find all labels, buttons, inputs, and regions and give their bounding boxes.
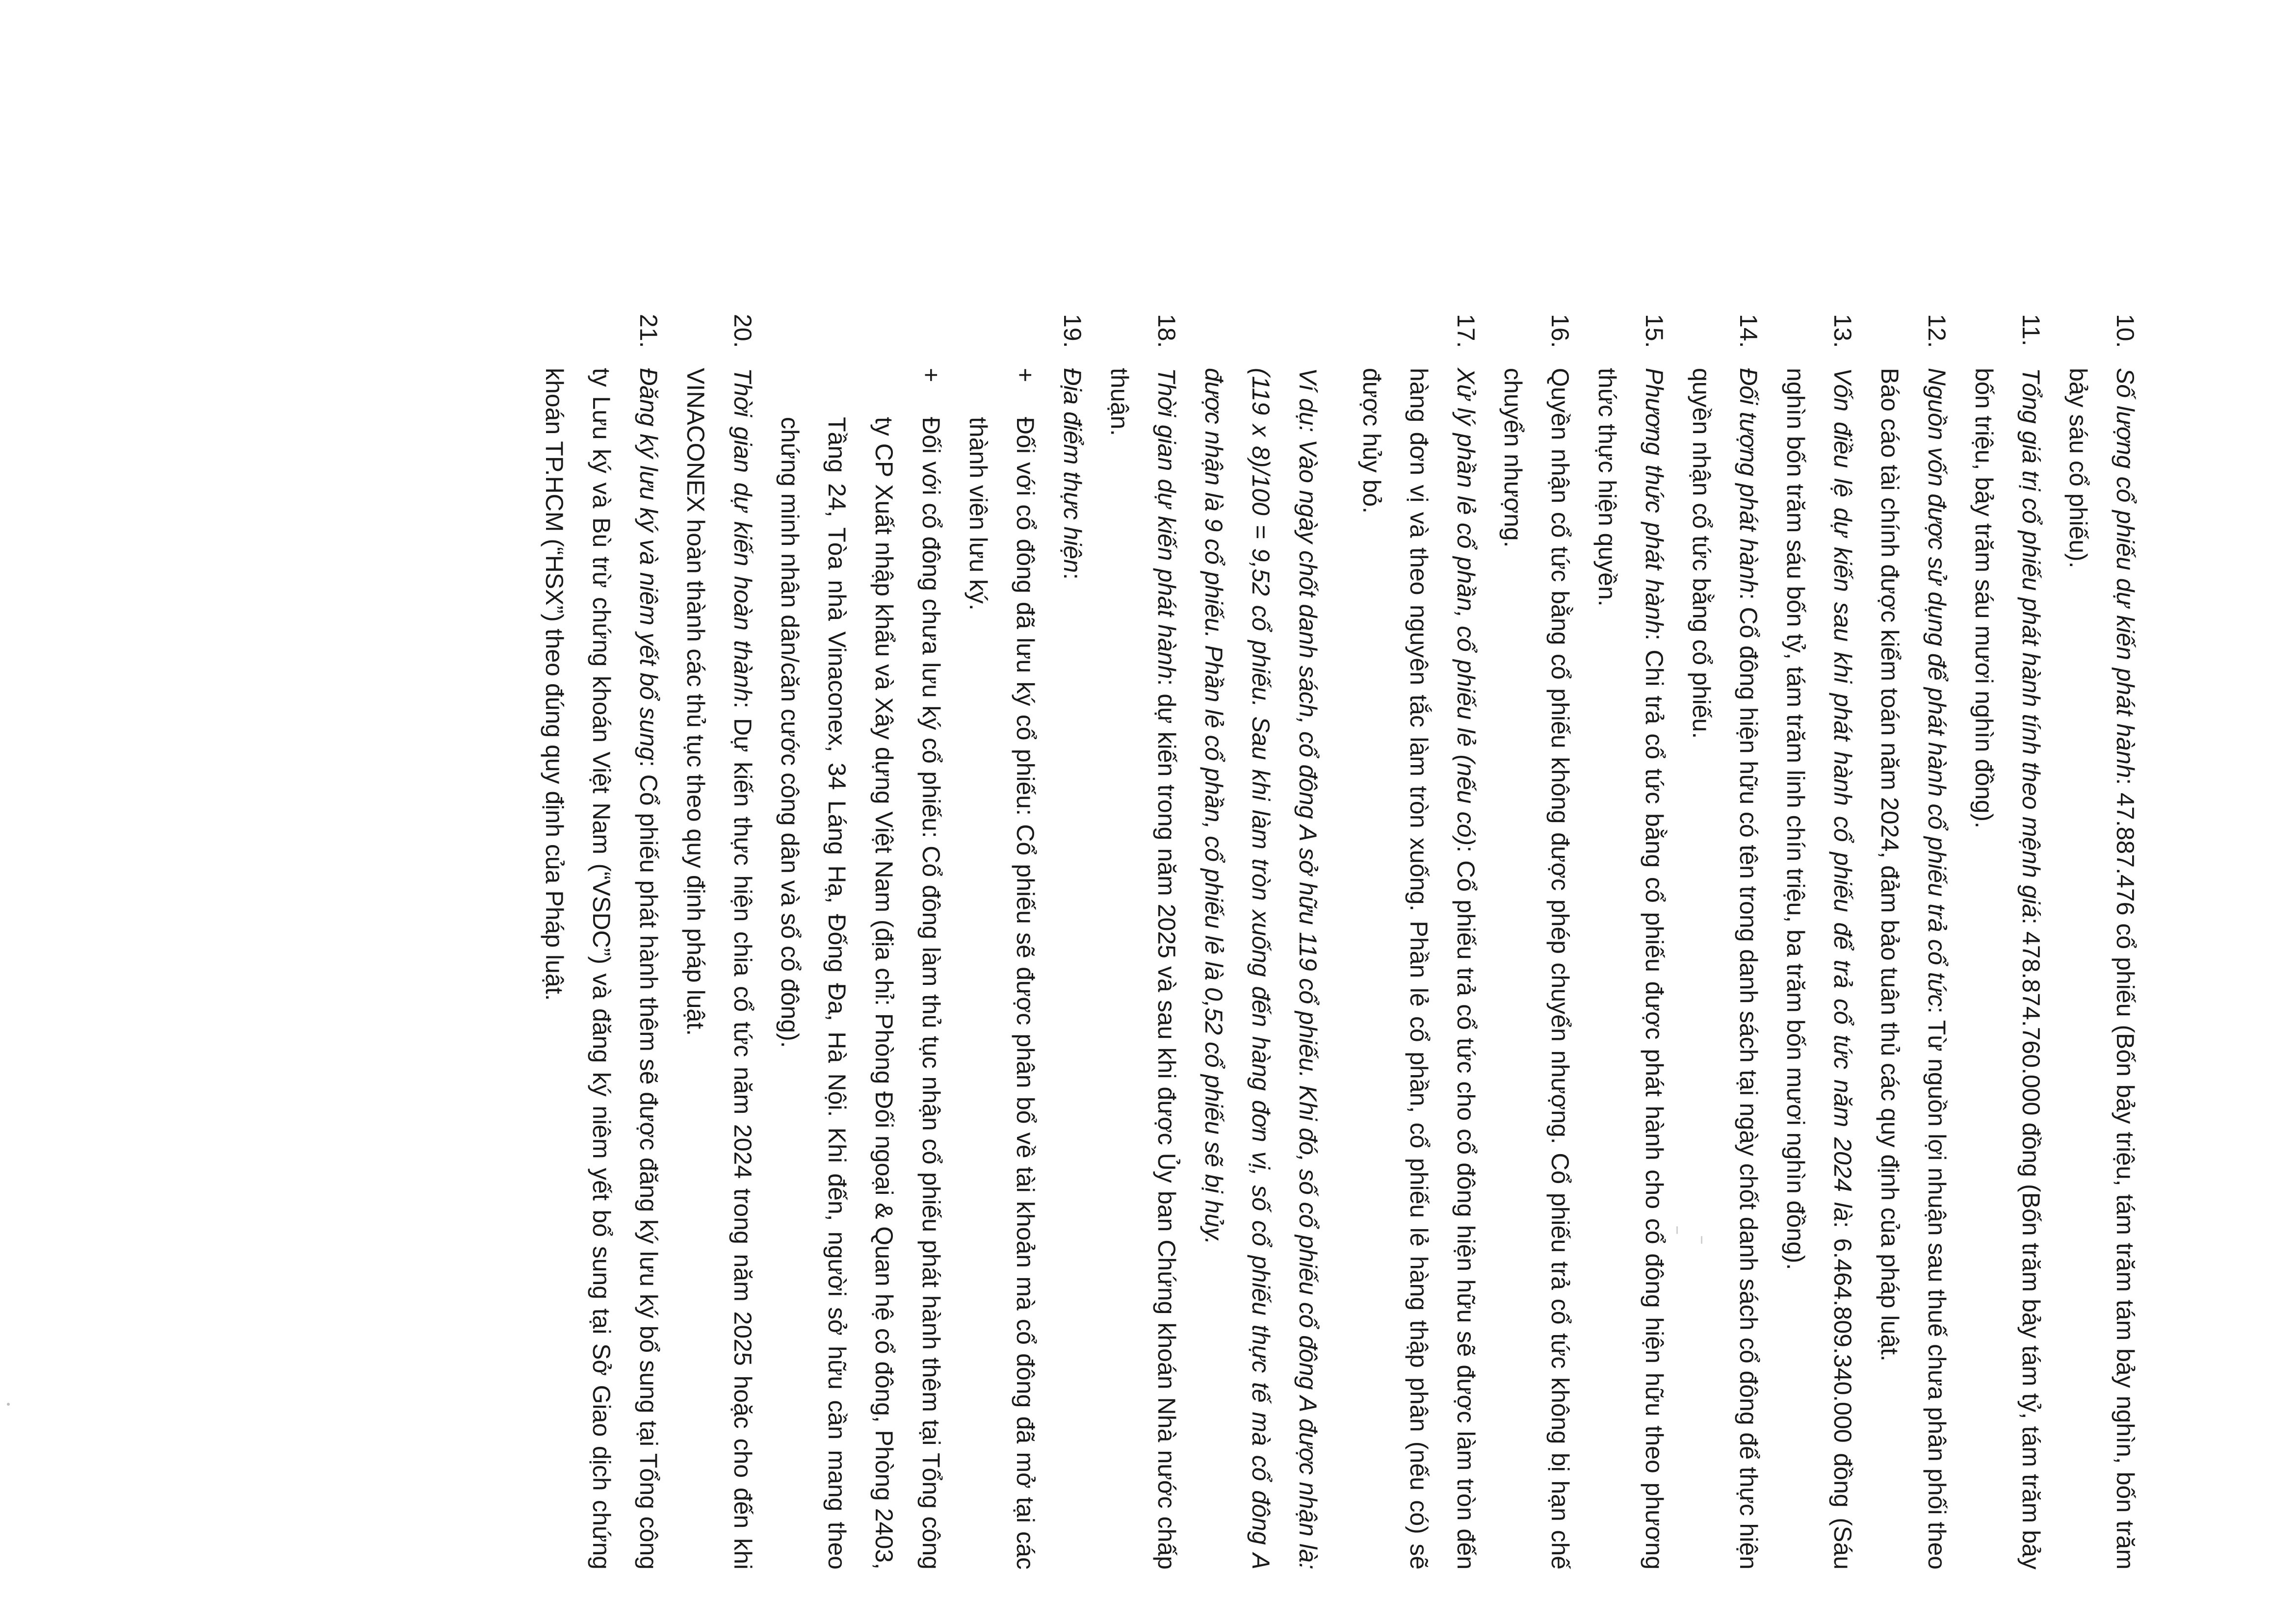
item-15 [1584, 314, 1678, 1570]
item-text: : 47.887.476 cổ phiếu (Bốn bảy triệu, tám trăm tám bảy nghìn, bốn trăm bảy sáu cổ phiếu). [2064, 368, 2139, 1570]
item-label: Số lượng cổ phiếu dự kiến phát hành [2112, 368, 2139, 778]
item-text: : Từ nguồn lợi nhuận sau thuế chưa phân phối theo Báo cáo tài chính được kiểm toán năm 2024, đảm bảo tuân thủ các quy định của pháp luật. [1876, 368, 1951, 1570]
item-17 [1190, 314, 1489, 1570]
item-number: 15. [1641, 314, 1668, 348]
bullet-text: Đối với cổ đông chưa lưu ký cổ phiếu: Cổ đông làm thủ tục nhận cổ phiếu phát hành thêm tại Tổng công ty CP Xuất nhập khẩu và Xây dựng Việt Nam (địa chỉ: Phòng Đối ngoại & Quan hệ cổ đông, Phòng 2403, Tầng 24, Tòa nhà Vinaconex, 34 Láng Hạ, Đống Đa, Hà Nội. Khi đến, người sở hữu cần mang theo chứng minh nhân dân/căn cước công dân và sổ cổ đông). [776, 417, 945, 1570]
item-text: : Cổ phiếu phát hành thêm sẽ được đăng ký lưu ký bổ sung tại Tổng công ty Lưu ký và Bù trừ chứng khoán Việt Nam (“VSDC”) và đăng ký niêm yết bổ sung tại Sở Giao dịch chứng khoán TP.HCM (“HSX”) theo đúng quy định của Pháp luật. [541, 368, 662, 1570]
item-11 [1960, 314, 2055, 1570]
item-label: Phương thức phát hành [1641, 368, 1668, 634]
item-10 [2055, 314, 2149, 1570]
item-21 [531, 314, 672, 1570]
item-number: 18. [1153, 314, 1180, 348]
item-18 [1096, 314, 1190, 1570]
scan-speck [7, 1403, 10, 1406]
bullet-item [955, 368, 1049, 1570]
item-number: 13. [1829, 314, 1856, 348]
item-text: : 478.874.760.000 đồng (Bốn trăm bảy tám tỷ, tám trăm bảy bốn triệu, bảy trăm sáu mươi nghìn đồng). [1970, 368, 2045, 1570]
item-label: Đăng ký lưu ký và niêm yết bổ sung [635, 368, 662, 761]
item-label: Thời gian dự kiến hoàn thành [729, 368, 757, 702]
item-number: 20. [729, 314, 757, 348]
item-16 [1489, 314, 1584, 1570]
item-13 [1772, 314, 1866, 1570]
item-label: Tổng giá trị cổ phiếu phát hành tính theo mệnh giá [2017, 368, 2045, 918]
item-number: 14. [1735, 314, 1762, 348]
item-number: 10. [2112, 314, 2139, 348]
item-label: Vốn điều lệ dự kiến sau khi phát hành cổ phiếu để trả cổ tức năm 2024 là [1829, 368, 1856, 1221]
item-label: Xử lý phần lẻ cổ phần, cổ phiếu lẻ (nếu có) [1452, 368, 1480, 846]
item-number: 11. [2017, 314, 2045, 346]
item-label: Địa điểm thực hiện [1059, 368, 1086, 573]
item-label: Nguồn vốn được sử dụng để phát hành cổ phiếu trả cổ tức [1923, 368, 1951, 1007]
item-number: 16. [1546, 314, 1574, 348]
item-text: : 6.464.809.340.000 đồng (Sáu nghìn bốn trăm sáu bốn tỷ, tám trăm linh chín triệu, ba trăm bốn mươi nghìn đồng). [1782, 368, 1856, 1570]
item-20 [672, 314, 766, 1570]
item-text: : Dự kiến thực hiện chia cổ tức năm 2024 trong năm 2025 hoặc cho đến khi VINACONEX hoàn thành các thủ tục theo quy định pháp luật. [682, 368, 757, 1570]
item-number: 12. [1923, 314, 1951, 348]
item-text: : [1059, 573, 1086, 580]
bullet-item [766, 368, 955, 1570]
item-label: Thời gian dự kiến phát hành [1153, 368, 1180, 679]
item-12 [1866, 314, 1960, 1570]
item-19 [766, 314, 1096, 1570]
item-text: : Cổ đông hiện hữu có tên trong danh sách tại ngày chốt danh sách cổ đông để thực hiện quyền nhận cổ tức bằng cổ phiếu. [1688, 368, 1762, 1570]
document-body [531, 314, 2149, 1570]
item-text: : Chi trả cổ tức bằng cổ phiếu được phát hành cho cổ đông hiện hữu theo phương thức thực hiện quyền. [1593, 368, 1668, 1570]
bullet-mark: + [917, 368, 945, 383]
item-text: : dự kiến trong năm 2025 và sau khi được Ủy ban Chứng khoán Nhà nước chấp thuận. [1106, 368, 1180, 1570]
bullet-text: Đối với cổ đông đã lưu ký cổ phiếu: Cổ phiếu sẽ được phân bổ về tài khoản mà cổ đông đã mở tại các thành viên lưu ký. [965, 417, 1039, 1570]
item-text: : Cổ phiếu trả cổ tức cho cổ đông hiện hữu sẽ được làm tròn đến hàng đơn vị và theo nguyên tắc làm tròn xuống. Phần lẻ cổ phần, cổ phiếu lẻ hàng thập phân (nếu có) sẽ được hủy bỏ. [1358, 368, 1480, 1570]
example-paragraph: Ví dụ: Vào ngày chốt danh sách, cổ đông A sở hữu 119 cổ phiếu. Khi đó, số cổ phiếu cổ đông A được nhận là: (119 x 8)/100 = 9,52 cổ phiếu. Sau khi làm tròn xuống đến hàng đơn vị, số cổ phiếu thực tế mà cổ đông A được nhận là 9 cổ phiếu. Phần lẻ cổ phần, cổ phiếu lẻ là 0,52 cổ phiếu sẽ bị hủy. [1200, 368, 1322, 1570]
item-label: Đối tượng phát hành [1735, 368, 1762, 593]
item-number: 17. [1452, 314, 1480, 348]
item-14 [1678, 314, 1772, 1570]
item-number: 21. [635, 314, 662, 348]
item-text: Quyền nhận cổ tức bằng cổ phiếu không được phép chuyển nhượng. Cổ phiếu trả cổ tức không bị hạn chế chuyển nhượng. [1499, 368, 1574, 1570]
item-number: 19. [1059, 314, 1086, 348]
bullet-mark: + [1012, 368, 1039, 383]
